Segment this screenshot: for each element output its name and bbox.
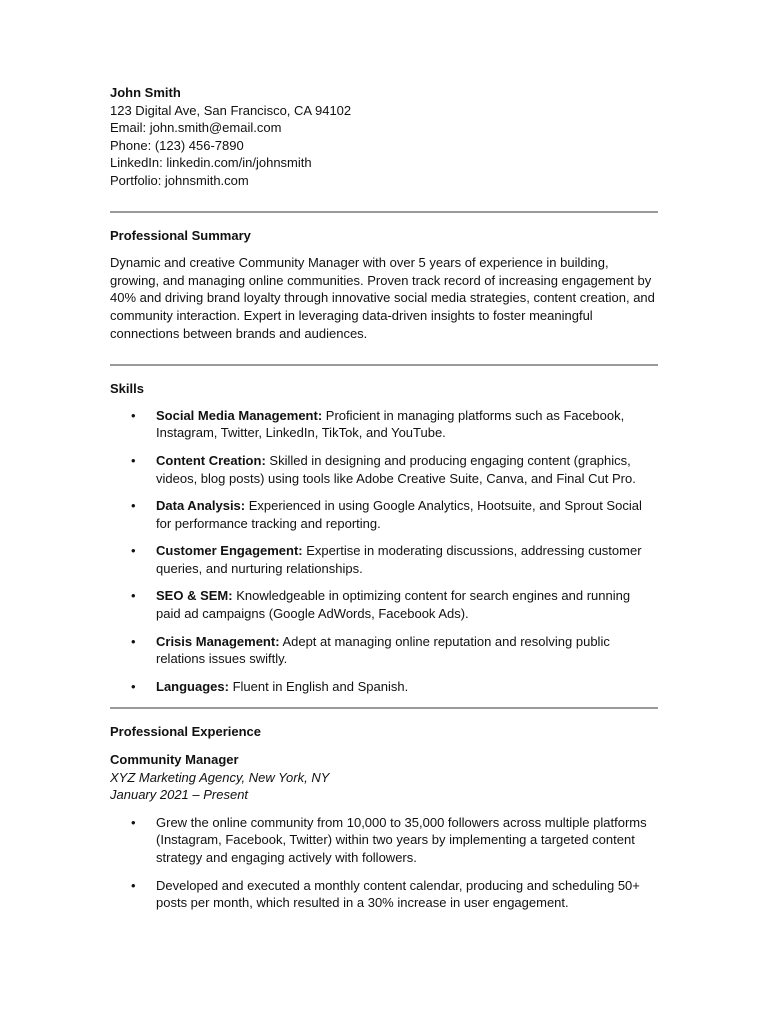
- section-divider: [110, 211, 658, 213]
- job-title: Community Manager: [110, 752, 239, 768]
- skill-term: Customer Engagement:: [156, 543, 303, 559]
- job-bullet-item: [110, 814, 658, 867]
- skill-description: Experienced in using Google Analytics, Hootsuite, and Sprout Social for performance tracking and reporting.: [156, 498, 642, 531]
- contact-block: [110, 84, 658, 190]
- bullet-icon: •: [131, 543, 136, 559]
- section-divider: [110, 707, 658, 709]
- bullet-icon: •: [131, 588, 136, 604]
- contact-email: Email: john.smith@email.com: [110, 120, 282, 136]
- summary-heading: Professional Summary: [110, 227, 251, 243]
- skill-term: SEO & SEM:: [156, 588, 233, 604]
- bullet-icon: •: [131, 814, 136, 830]
- skill-description: Knowledgeable in optimizing content for search engines and running paid ad campaigns (Google AdWords, Facebook Ads).: [156, 588, 631, 622]
- resume-page: [110, 84, 658, 922]
- bullet-icon: •: [131, 877, 136, 893]
- contact-portfolio: Portfolio: johnsmith.com: [110, 172, 249, 188]
- skill-item: [110, 678, 658, 696]
- skill-description: Proficient in managing platforms such as Facebook, Instagram, Twitter, LinkedIn, TikTok, and YouTube.: [156, 407, 625, 441]
- bullet-icon: •: [131, 633, 136, 649]
- section-divider: [110, 364, 658, 366]
- skill-item: [110, 497, 658, 532]
- bullet-icon: •: [131, 407, 136, 423]
- skill-description: Skilled in designing and producing engaging content (graphics, videos, blog posts) using tools like Adobe Creative Suite, Canva, and Final Cut Pro.: [156, 452, 636, 486]
- contact-phone: Phone: (123) 456-7890: [110, 137, 244, 153]
- skill-description: Adept at managing online reputation and resolving public relations issues swiftly.: [156, 633, 610, 667]
- skill-description: Fluent in English and Spanish.: [228, 678, 409, 694]
- applicant-name: John Smith: [110, 85, 181, 100]
- skill-term: Crisis Management:: [156, 633, 280, 649]
- skills-list: [110, 407, 658, 696]
- job-bullet-item: [110, 877, 658, 912]
- job-bullet-text: Grew the online community from 10,000 to 35,000 followers across multiple platforms (Instagram, Facebook, Twitter) within two years by implementing a targeted content strategy and engaging actively with followers.: [156, 814, 647, 865]
- skill-description: Expertise in moderating discussions, addressing customer queries, and nurturing relationships.: [156, 543, 642, 576]
- bullet-icon: •: [131, 678, 136, 694]
- skill-item: [110, 407, 658, 442]
- bullet-icon: •: [131, 452, 136, 468]
- summary-text: Dynamic and creative Community Manager with over 5 years of experience in building, growing, and managing online communities. Proven track record of increasing engagement by 40% and driving brand loyalty through innovative social media strategies, content creation, and community interaction. Expert in leveraging data-driven insights to foster meaningful connections between brands and audiences.: [110, 255, 655, 341]
- skills-heading: Skills: [110, 381, 144, 397]
- skill-term: Social Media Management:: [156, 407, 323, 423]
- job-bullets: [110, 814, 658, 912]
- skill-term: Content Creation:: [156, 452, 266, 468]
- bullet-icon: •: [131, 498, 136, 514]
- contact-address: 123 Digital Ave, San Francisco, CA 94102: [110, 102, 352, 118]
- skill-item: [110, 452, 658, 487]
- skill-item: [110, 587, 658, 622]
- job-company: XYZ Marketing Agency, New York, NY: [110, 769, 330, 785]
- job-bullet-text: Developed and executed a monthly content calendar, producing and scheduling 50+ posts per month, which resulted in a 30% increase in user engagement.: [156, 877, 640, 911]
- skill-term: Languages:: [156, 678, 229, 694]
- experience-heading: Professional Experience: [110, 724, 262, 740]
- contact-linkedin: LinkedIn: linkedin.com/in/johnsmith: [110, 155, 312, 171]
- skill-item: [110, 633, 658, 668]
- skill-term: Data Analysis:: [156, 498, 246, 514]
- job-dates: January 2021 – Present: [110, 787, 249, 803]
- skill-item: [110, 542, 658, 577]
